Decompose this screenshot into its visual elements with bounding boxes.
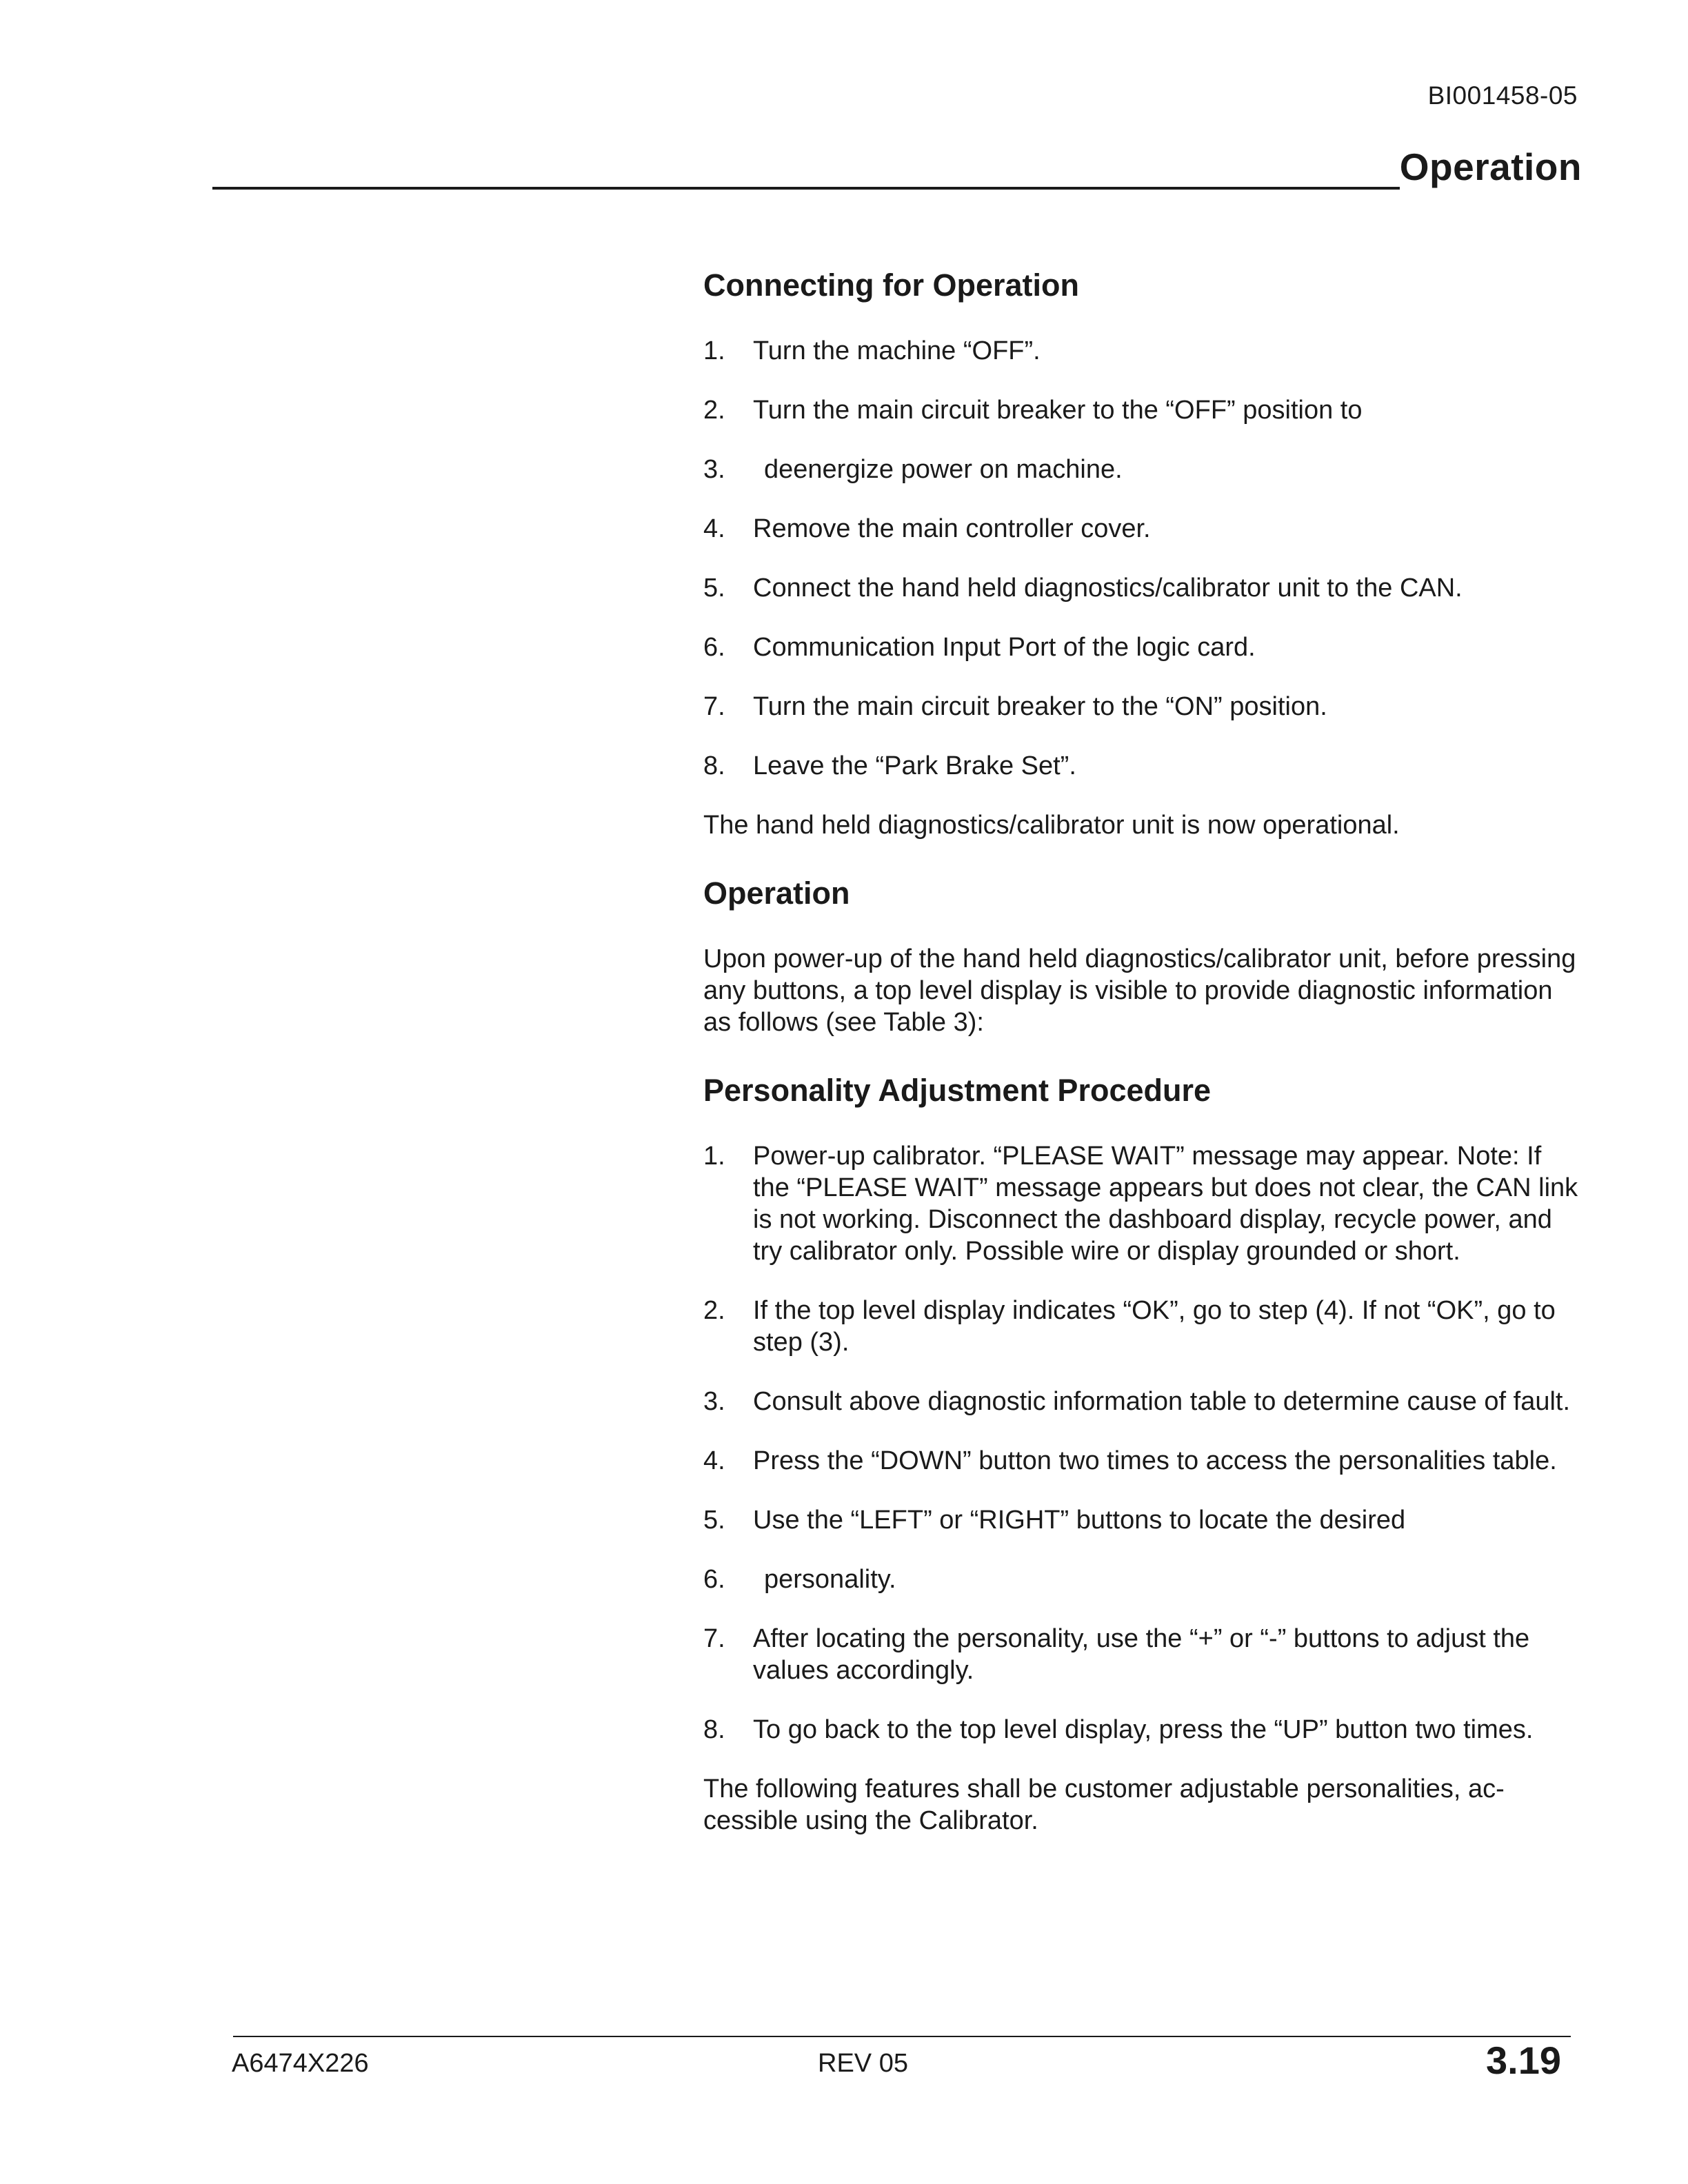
step-number: 4. (703, 1446, 725, 1475)
list-item (703, 1714, 1579, 1746)
step-text: After locating the personality, use the “+” or “-” buttons to adjust the values accordingly. (753, 1624, 1530, 1685)
main-content (703, 265, 1579, 1868)
step-text: Consult above diagnostic information table to determine cause of fault. (753, 1387, 1571, 1416)
step-number: 7. (703, 1624, 725, 1653)
step-number: 7. (703, 692, 725, 721)
step-text: Use the “LEFT” or “RIGHT” buttons to locate the desired (753, 1506, 1406, 1535)
page-number: 3.19 (1486, 2039, 1561, 2082)
operation-paragraph: Upon power-up of the hand held diagnostics/calibrator unit, before pressing any buttons, a top level display is visible to provide diagnostic information as follows (see Table 3): (703, 944, 1576, 1037)
step-number: 4. (703, 514, 725, 543)
step-text: If the top level display indicates “OK”, go to step (4). If not “OK”, go to step (3). (753, 1296, 1556, 1357)
list-item (703, 394, 1579, 426)
step-text: Press the “DOWN” button two times to access the personalities table. (753, 1446, 1557, 1475)
list-item (703, 1564, 1579, 1595)
step-number: 3. (703, 455, 725, 484)
list-item (703, 750, 1579, 782)
document-id: BI001458-05 (1427, 81, 1578, 110)
step-text: Turn the machine “OFF”. (753, 336, 1041, 365)
list-item (703, 454, 1579, 485)
connecting-heading: Connecting for Operation (703, 267, 1079, 303)
list-item (703, 1386, 1579, 1417)
step-number: 3. (703, 1387, 725, 1416)
step-number: 2. (703, 396, 725, 425)
list-item (703, 513, 1579, 545)
step-number: 5. (703, 1506, 725, 1535)
list-item (703, 1623, 1579, 1686)
section-heading: Operation (1399, 145, 1582, 188)
list-item (703, 1445, 1579, 1477)
connecting-closing: The hand held diagnostics/calibrator unit is now operational. (703, 811, 1400, 840)
step-text: Remove the main controller cover. (753, 514, 1151, 543)
header-rule (212, 187, 1400, 190)
step-text: deenergize power on machine. (764, 455, 1123, 484)
step-number: 1. (703, 336, 725, 365)
step-text: Leave the “Park Brake Set”. (753, 751, 1076, 780)
personality-heading: Personality Adjustment Procedure (703, 1073, 1212, 1108)
step-text: Turn the main circuit breaker to the “ON” position. (753, 692, 1327, 721)
list-item (703, 1140, 1579, 1267)
step-number: 6. (703, 1565, 725, 1594)
list-item (703, 572, 1579, 604)
step-text: Turn the main circuit breaker to the “OFF” position to (753, 396, 1363, 425)
list-item (703, 1295, 1579, 1358)
footer-part-number: A6474X226 (232, 2049, 369, 2078)
step-number: 2. (703, 1296, 725, 1325)
step-text: To go back to the top level display, press the “UP” button two times. (753, 1715, 1534, 1744)
step-number: 5. (703, 574, 725, 603)
personality-steps (703, 1140, 1579, 1746)
list-item (703, 335, 1579, 367)
operation-heading: Operation (703, 876, 850, 911)
step-number: 8. (703, 751, 725, 780)
step-number: 6. (703, 633, 725, 662)
step-number: 8. (703, 1715, 725, 1744)
list-item (703, 691, 1579, 722)
step-text: Communication Input Port of the logic card. (753, 633, 1256, 662)
step-text: personality. (764, 1565, 896, 1594)
connecting-steps (703, 335, 1579, 782)
step-text: Power-up calibrator. “PLEASE WAIT” message may appear. Note: If the “PLEASE WAIT” message appears but does not clear, the CAN link is not working. Disconnect the dashboard display, recycle power, and try calibrator only. Possible wire or display grounded or short. (753, 1142, 1578, 1266)
step-text: Connect the hand held diagnostics/calibrator unit to the CAN. (753, 574, 1463, 603)
footer-rule (233, 2036, 1571, 2037)
step-number: 1. (703, 1142, 725, 1171)
list-item (703, 1504, 1579, 1536)
footer-revision: REV 05 (818, 2049, 908, 2078)
personality-closing: The following features shall be customer adjustable personalities, ac-cessible using the Calibrator. (703, 1775, 1505, 1835)
list-item (703, 631, 1579, 663)
